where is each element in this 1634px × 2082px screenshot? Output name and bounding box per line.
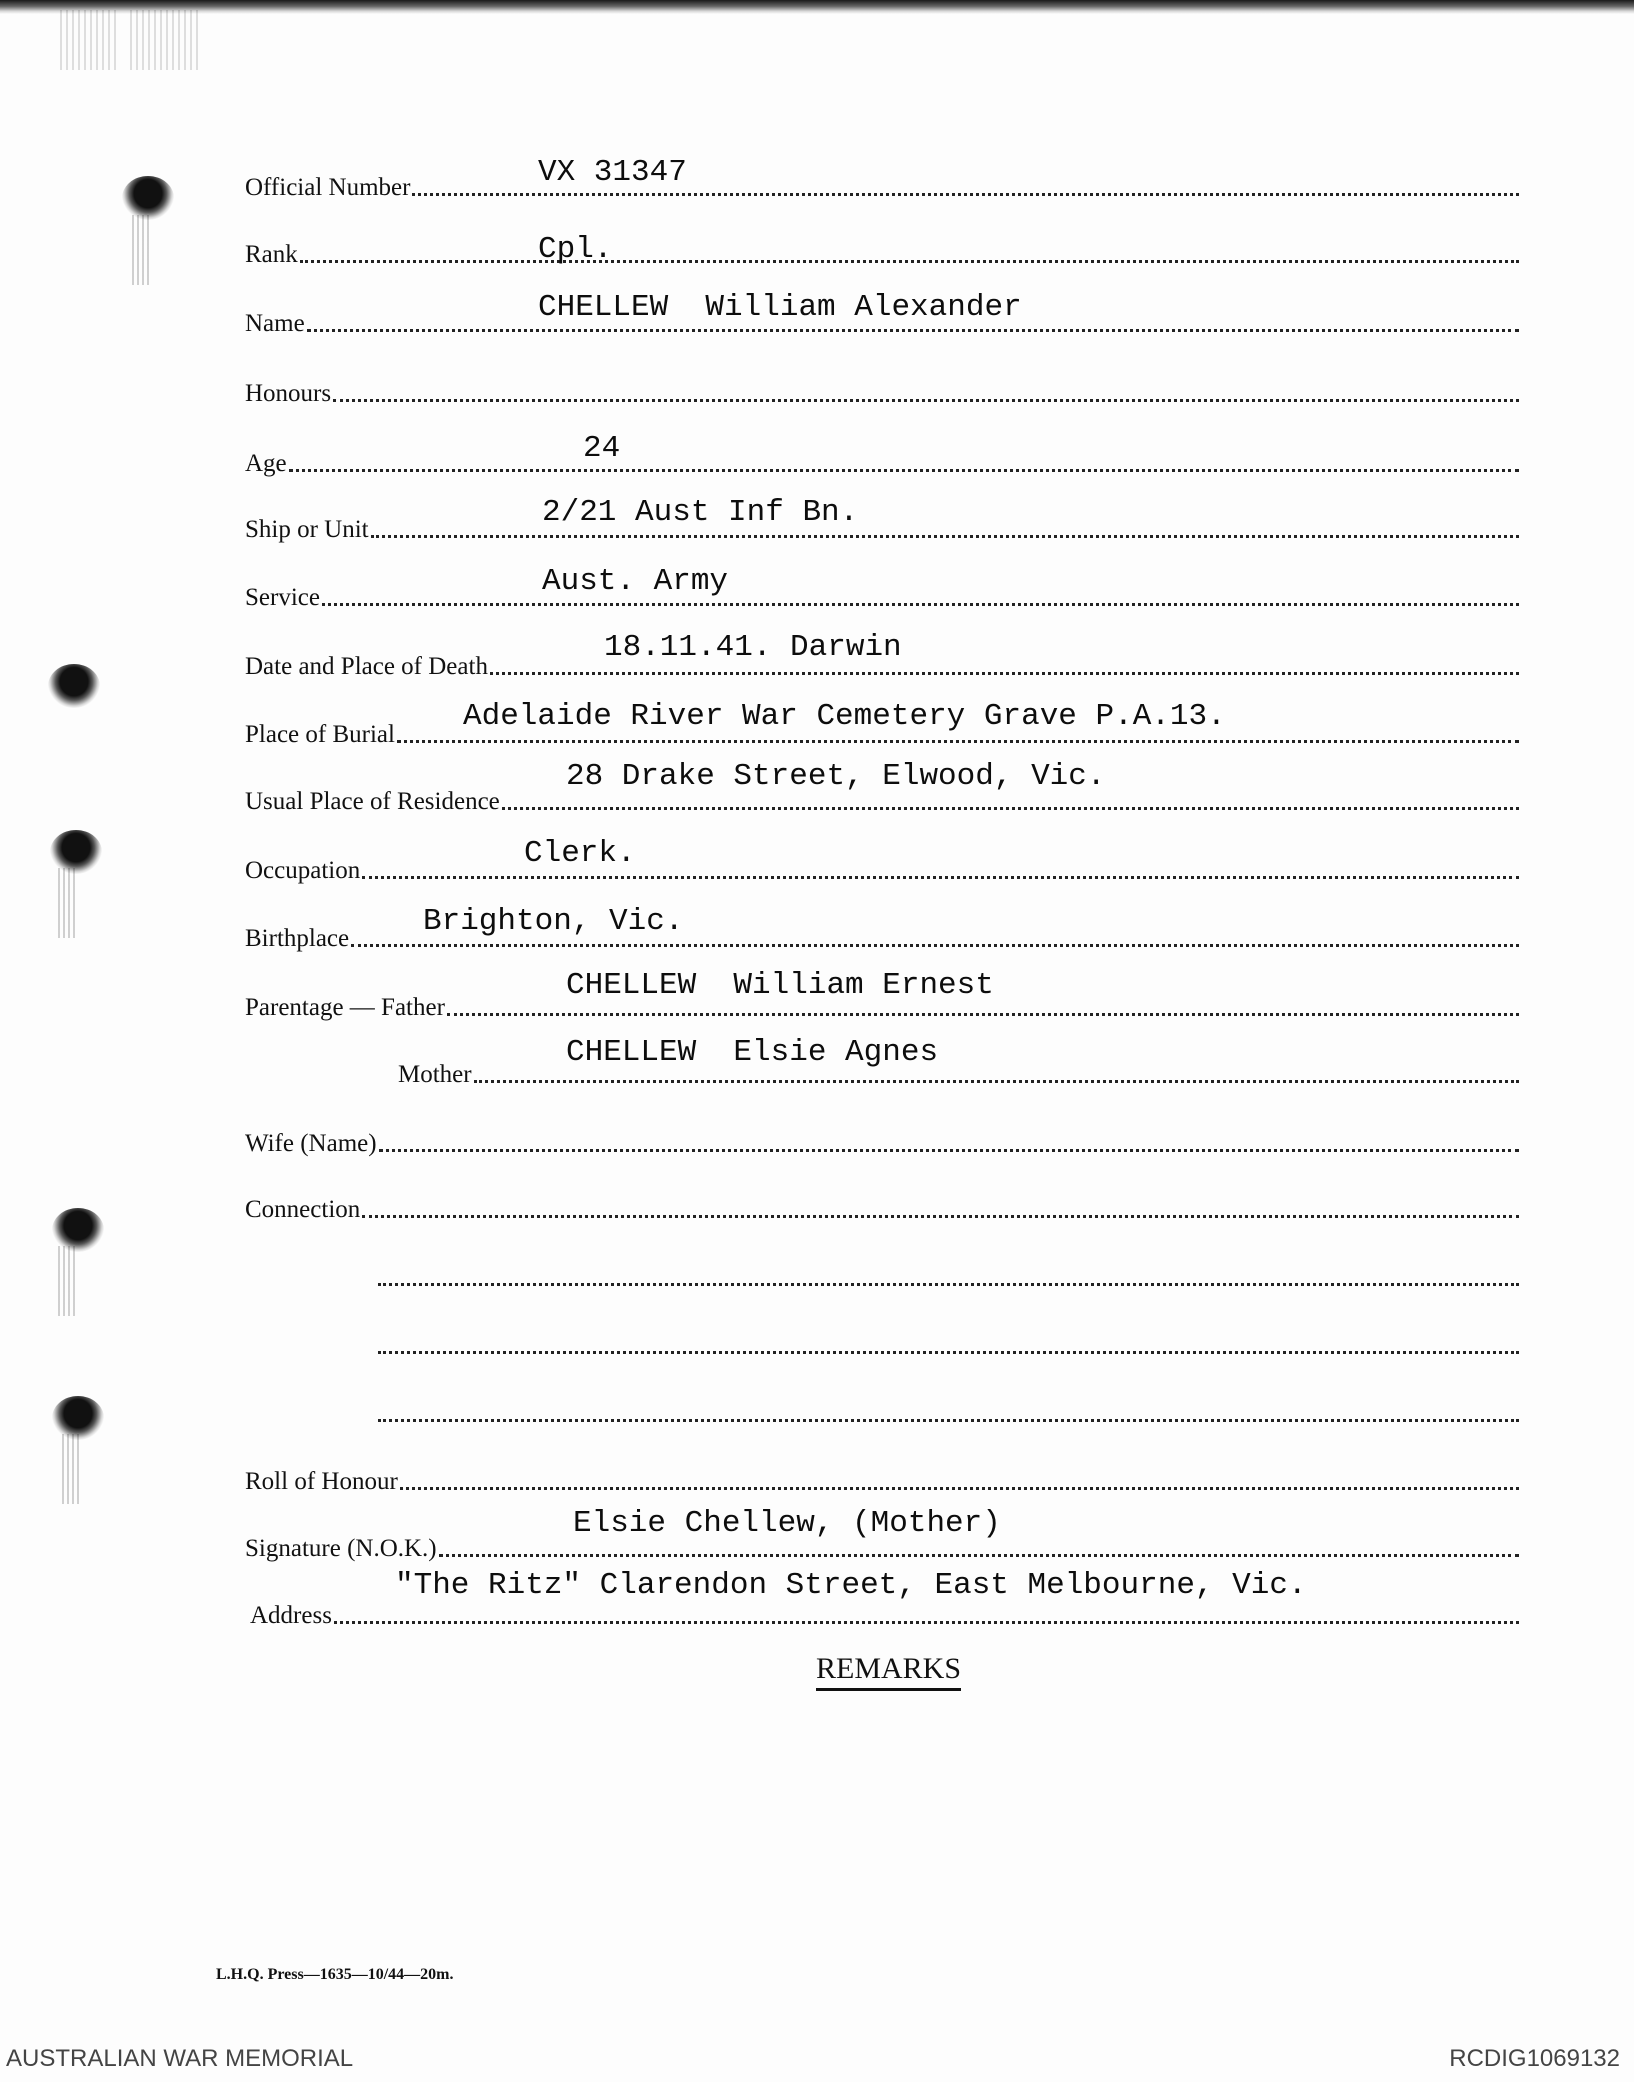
label-signature: Signature (N.O.K.) <box>245 1535 437 1562</box>
row-honours <box>245 358 1519 408</box>
label-honours: Honours <box>245 380 332 407</box>
value-mother: CHELLEW Elsie Agnes <box>566 1035 939 1070</box>
label-place-of-burial: Place of Burial <box>245 721 395 748</box>
dotted-line <box>447 1012 1519 1016</box>
value-address: "The Ritz" Clarendon Street, East Melbourne, Vic. <box>395 1568 1307 1603</box>
label-wife: Wife (Name) <box>245 1130 377 1157</box>
label-birthplace: Birthplace <box>245 925 350 952</box>
scan-streak <box>60 10 120 70</box>
punch-hole <box>48 664 100 708</box>
dotted-line <box>400 1486 1519 1490</box>
row-occupation <box>245 835 1519 885</box>
row-connection <box>245 1174 1519 1224</box>
punch-hole <box>122 176 174 220</box>
value-signature: Elsie Chellew, (Mother) <box>573 1506 1001 1541</box>
row-rank <box>245 219 1519 269</box>
scan-top-edge <box>0 0 1634 14</box>
value-father: CHELLEW William Ernest <box>566 968 994 1003</box>
label-address: Address <box>250 1602 332 1629</box>
dotted-line <box>334 1620 1519 1624</box>
label-usual-residence: Usual Place of Residence <box>245 788 500 815</box>
dotted-line <box>351 943 1519 947</box>
dotted-line <box>474 1079 1519 1083</box>
dotted-line <box>490 671 1519 675</box>
dotted-line <box>412 192 1519 196</box>
scan-streak <box>58 1246 78 1316</box>
label-ship-or-unit: Ship or Unit <box>245 516 369 543</box>
label-age: Age <box>245 450 287 477</box>
scan-streak <box>132 215 152 285</box>
value-birthplace: Brighton, Vic. <box>423 904 684 939</box>
dotted-line <box>371 534 1519 538</box>
dotted-line <box>379 1148 1519 1152</box>
value-date-place-death: 18.11.41. Darwin <box>604 630 902 665</box>
row-official-number <box>245 152 1519 202</box>
scan-streak <box>58 868 78 938</box>
printer-imprint: L.H.Q. Press—1635—10/44—20m. <box>216 1966 454 1983</box>
row-service <box>245 562 1519 612</box>
row-age <box>245 428 1519 478</box>
value-age: 24 <box>583 431 621 466</box>
value-place-of-burial: Adelaide River War Cemetery Grave P.A.13. <box>463 699 1226 734</box>
remarks-heading: REMARKS <box>816 1652 961 1691</box>
dotted-line <box>300 259 1519 263</box>
dotted-line <box>289 468 1519 472</box>
scan-streak <box>130 10 200 70</box>
label-rank: Rank <box>245 241 298 268</box>
dotted-line <box>378 1350 1519 1354</box>
label-official-number: Official Number <box>245 174 411 201</box>
dotted-line <box>362 1214 1519 1218</box>
row-roll-of-honour <box>245 1446 1519 1496</box>
dotted-line <box>333 398 1519 402</box>
label-roll-of-honour: Roll of Honour <box>245 1468 398 1495</box>
dotted-line <box>378 1282 1519 1286</box>
value-rank: Cpl. <box>538 232 613 267</box>
row-connection-continued <box>376 1310 1519 1360</box>
label-date-place-death: Date and Place of Death <box>245 653 488 680</box>
row-connection-continued <box>376 1378 1519 1428</box>
dotted-line <box>378 1418 1519 1422</box>
dotted-line <box>502 806 1519 810</box>
label-father: Parentage — Father <box>245 994 445 1021</box>
watermark-institution: AUSTRALIAN WAR MEMORIAL <box>6 2045 354 2072</box>
value-occupation: Clerk. <box>524 836 636 871</box>
scan-streak <box>62 1434 82 1504</box>
row-connection-continued <box>376 1242 1519 1292</box>
dotted-line <box>362 875 1519 879</box>
label-mother: Mother <box>398 1061 472 1088</box>
label-connection: Connection <box>245 1196 361 1223</box>
row-ship-or-unit <box>245 494 1519 544</box>
label-name: Name <box>245 310 305 337</box>
label-occupation: Occupation <box>245 857 361 884</box>
value-name: CHELLEW William Alexander <box>538 290 1022 325</box>
row-wife <box>245 1108 1519 1158</box>
dotted-line <box>322 602 1519 606</box>
value-official-number: VX 31347 <box>538 155 687 190</box>
watermark-catalogue-id: RCDIG1069132 <box>1449 2045 1620 2072</box>
value-service: Aust. Army <box>542 564 729 599</box>
value-usual-residence: 28 Drake Street, Elwood, Vic. <box>566 759 1106 794</box>
label-service: Service <box>245 584 320 611</box>
value-ship-or-unit: 2/21 Aust Inf Bn. <box>542 495 859 530</box>
dotted-line <box>307 328 1519 332</box>
dotted-line <box>397 739 1519 743</box>
dotted-line <box>439 1553 1519 1557</box>
